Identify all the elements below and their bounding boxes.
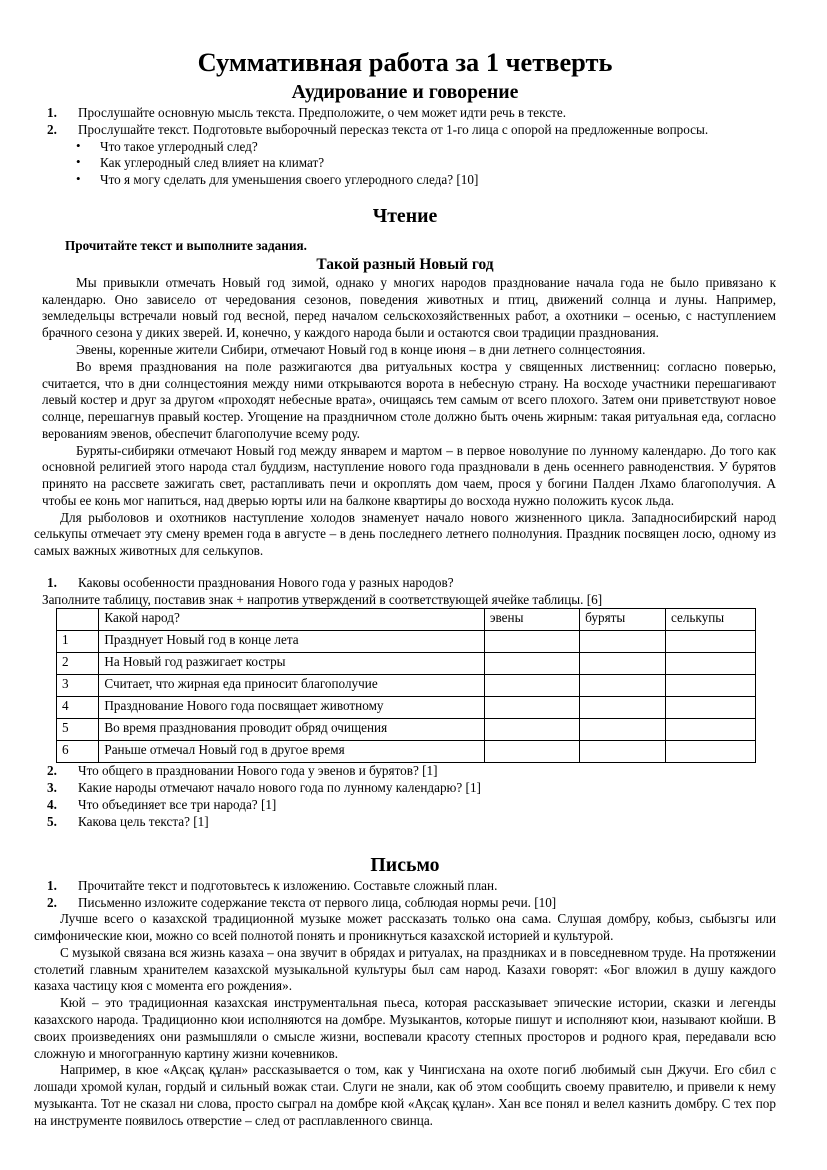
list-marker: 3. [47, 780, 57, 796]
table-cell-buryats[interactable] [580, 741, 666, 763]
list-marker: 1. [47, 574, 57, 590]
document-title: Суммативная работа за 1 четверть [197, 47, 613, 77]
reading-paragraph: Эвены, коренные жители Сибири, отмечают Новый год в конце июня – в дни летнего солнцестояния. [76, 341, 646, 357]
list-text: Письменно изложите содержание текста от первого лица, соблюдая нормы речи. [10] [78, 894, 557, 910]
table-cell-selkups[interactable] [665, 675, 755, 697]
spacer [34, 560, 776, 575]
list-marker: 1. [47, 105, 57, 121]
list-item [34, 780, 776, 797]
table-cell-evenki[interactable] [484, 741, 579, 763]
writing-paragraph: Кюй – это традиционная казахская инструментальная пьеса, которая рассказывает эпические истории, сказки и легенды казахского народа. Традиционно кюи исполняются на домбре. Музыкантов, которые пишут и исполняют кюи, называют кюйши. В своих произведениях они размышляли о смысле жизни, воспевали красоту степных просторов и родного края, передавали всю сложную и многогранную картину жизни кочевников. [34, 995, 776, 1061]
table-row [57, 631, 756, 653]
bullet-icon: • [76, 154, 81, 170]
spacer [34, 189, 776, 204]
section-heading-writing: Письмо [370, 853, 440, 876]
list-item [34, 172, 776, 189]
table-cell-statement: Считает, что жирная еда приносит благополучие [99, 675, 485, 697]
table-header-cell-question: Какой народ? [99, 609, 485, 631]
table-cell-statement: Во время празднования проводит обряд очищения [99, 719, 485, 741]
table-cell-index: 1 [57, 631, 99, 653]
writing-task-list [34, 878, 776, 912]
table-cell-evenki[interactable] [484, 675, 579, 697]
list-text: Что такое углеродный след? [100, 138, 258, 154]
list-item [34, 895, 776, 912]
table-cell-buryats[interactable] [580, 719, 666, 741]
table-cell-evenki[interactable] [484, 719, 579, 741]
table-cell-selkups[interactable] [665, 631, 755, 653]
bullet-icon: • [76, 137, 81, 153]
table-cell-selkups[interactable] [665, 719, 755, 741]
table-cell-statement: Празднует Новый год в конце лета [99, 631, 485, 653]
table-cell-evenki[interactable] [484, 697, 579, 719]
table-row [57, 697, 756, 719]
list-marker: 4. [47, 797, 57, 812]
bullet-icon: • [76, 171, 81, 187]
listening-task-list [34, 105, 776, 139]
reading-paragraph: Мы привыкли отмечать Новый год зимой, однако у многих народов празднование начала года не было привязано к календарю. Оно зависело от чередования сезонов, поведения животных и птиц, движений солнца и луны. Например, земледельцы встречали новый год весной, перед началом сельскохозяйственных работ, а охотники – осенью, с наступлением брачного сезона у диких зверей. И, конечно, у каждого народа были и остаются свои традиции празднования. [42, 274, 776, 341]
listening-bullet-list [34, 139, 776, 189]
table-row [57, 653, 756, 675]
section-heading-listening: Аудирование и говорение [291, 80, 519, 103]
table-cell-selkups[interactable] [665, 653, 755, 675]
table-cell-index: 4 [57, 697, 99, 719]
table-cell-statement: Празднование Нового года посвящает животному [99, 697, 485, 719]
writing-paragraph: Лучше всего о казахской традиционной музыке может рассказать только она сама. Слушая домбру, кобыз, сыбызгы или симфонические кюи, можно со всей полнотой понять и проникнуться казахской историей и культурой. [34, 911, 776, 944]
reading-text-title: Такой разный Новый год [316, 256, 494, 274]
table-row [57, 741, 756, 763]
table-cell-index: 5 [57, 719, 99, 741]
list-text: Какова цель текста? [1] [78, 813, 209, 829]
reading-question-list-first [34, 575, 776, 592]
list-text: Какие народы отмечают начало нового года по лунному календарю? [1] [78, 780, 481, 796]
table-header-row [57, 609, 756, 631]
table-cell-selkups[interactable] [665, 697, 755, 719]
reading-paragraph: Для рыболовов и охотников наступление холодов знаменует начало нового жизненного цикла. Западносибирский народ селькупы отмечает эту смену времен года в августе – в день последнего летнего полнолуния. Праздник посвящен лосю, одному из самых важных животных для селькупов. [34, 509, 776, 559]
section-heading-reading: Чтение [372, 204, 438, 227]
list-text: Что общего в праздновании Нового года у эвенов и бурятов? [1] [78, 763, 438, 779]
list-item [34, 575, 776, 592]
document-content [34, 46, 776, 1129]
table-header-cell-selkups: селькупы [665, 609, 755, 631]
spacer [34, 229, 776, 238]
list-text: Что я могу сделать для уменьшения своего углеродного следа? [10] [100, 172, 479, 188]
list-item [34, 122, 776, 139]
table-row [57, 675, 756, 697]
table-cell-evenki[interactable] [484, 653, 579, 675]
list-item [34, 797, 776, 814]
writing-paragraph: С музыкой связана вся жизнь казаха – она звучит в обрядах и ритуалах, на праздниках и в повседневном труде. На протяжении столетий главным хранителем казахской музыкальной культуры был сам народ. Казахи говорят: «Бог вложил в душу каждого казаха частицу кюя с момента его рождения». [34, 944, 776, 994]
table-cell-index: 3 [57, 675, 99, 697]
table-cell-evenki[interactable] [484, 631, 579, 653]
peoples-comparison-table [56, 608, 756, 763]
list-text: Как углеродный след влияет на климат? [100, 155, 325, 171]
list-item [34, 139, 776, 156]
spacer [34, 831, 776, 853]
table-cell-buryats[interactable] [580, 675, 666, 697]
table-row [57, 719, 756, 741]
table-cell-index: 6 [57, 741, 99, 763]
list-marker: 5. [47, 813, 57, 829]
table-header-cell-evenki: эвены [484, 609, 579, 631]
list-item [34, 155, 776, 172]
table-header-cell-buryats: буряты [580, 609, 666, 631]
list-item [34, 105, 776, 122]
list-marker: 1. [47, 877, 57, 893]
table-cell-selkups[interactable] [665, 741, 755, 763]
reading-instruction: Прочитайте текст и выполните задания. [65, 238, 307, 254]
list-marker: 2. [47, 763, 57, 779]
table-cell-index: 2 [57, 653, 99, 675]
reading-paragraph: Во время празднования на поле разжигаются два ритуальных костра у священных лиственниц: согласно поверью, считается, что в дни солнцестояния между ними открываются ворота в небесную страну. На восходе участники перешагивают левый костер и друг за другом «проходят небесные врата», очищаясь тем самым от всего плохого. Затем они приветствуют новое солнце, перешагнув правый костер. Угощение на праздничном столе должно быть очень жирным: такая ритуальная еда, согласно верованиям эвенов, обеспечит благополучие всему роду. [42, 358, 776, 441]
list-marker: 2. [47, 121, 57, 137]
list-item [34, 763, 776, 780]
list-item [34, 878, 776, 895]
table-cell-buryats[interactable] [580, 653, 666, 675]
writing-paragraph: Например, в кюе «Ақсақ құлан» рассказывается о том, как у Чингисхана на охоте погиб любимый сын Джучи. Его сбил с лошади хромой кулан, гордый и сильный вожак стаи. Слуги не знали, как об этом сообщить своему правителю, и привели к нему музыканта. Тот не сказал ни слова, просто сыграл на домбре кюй «Ақсақ құлан». Хан все понял и велел казнить домбру. С тех пор на инструменте появилось отверстие – след от расплавленного свинца. [34, 1062, 776, 1128]
table-cell-buryats[interactable] [580, 697, 666, 719]
list-text: Каковы особенности празднования Нового года у разных народов? [78, 574, 454, 590]
table-instruction: Заполните таблицу, поставив знак + напротив утверждений в соответствующей ячейке таблицы. [6] [42, 591, 603, 607]
reading-paragraph: Буряты-сибиряки отмечают Новый год между январем и мартом – в первое новолуние по лунному календарю. До того как основной религией этого народа стал буддизм, наступление нового года праздновали в день осеннего равноденствия. У бурятов принято на рассвете зажигать свет, растапливать печи и окроплять дом чаем, прося у богини Палден Лхамо благополучия. А чтобы ее конь мог напиться, над дверью юрты или на балконе квартиры до восхода нужно положить кусок льда. [42, 442, 776, 508]
table-cell-buryats[interactable] [580, 631, 666, 653]
list-text: Что объединяет все три народа? [1] [78, 797, 277, 812]
table-header-cell-index [57, 609, 99, 631]
list-text: Прослушайте текст. Подготовьте выборочный пересказ текста от 1-го лица с опорой на предложенные вопросы. [78, 121, 709, 137]
list-text: Прослушайте основную мысль текста. Предположите, о чем может идти речь в тексте. [78, 105, 566, 121]
list-marker: 2. [47, 894, 57, 910]
list-text: Прочитайте текст и подготовьтесь к изложению. Составьте сложный план. [78, 877, 498, 893]
list-item [34, 814, 776, 831]
table-cell-statement: Раньше отмечал Новый год в другое время [99, 741, 485, 763]
reading-question-list-rest [34, 763, 776, 830]
table-cell-statement: На Новый год разжигает костры [99, 653, 485, 675]
